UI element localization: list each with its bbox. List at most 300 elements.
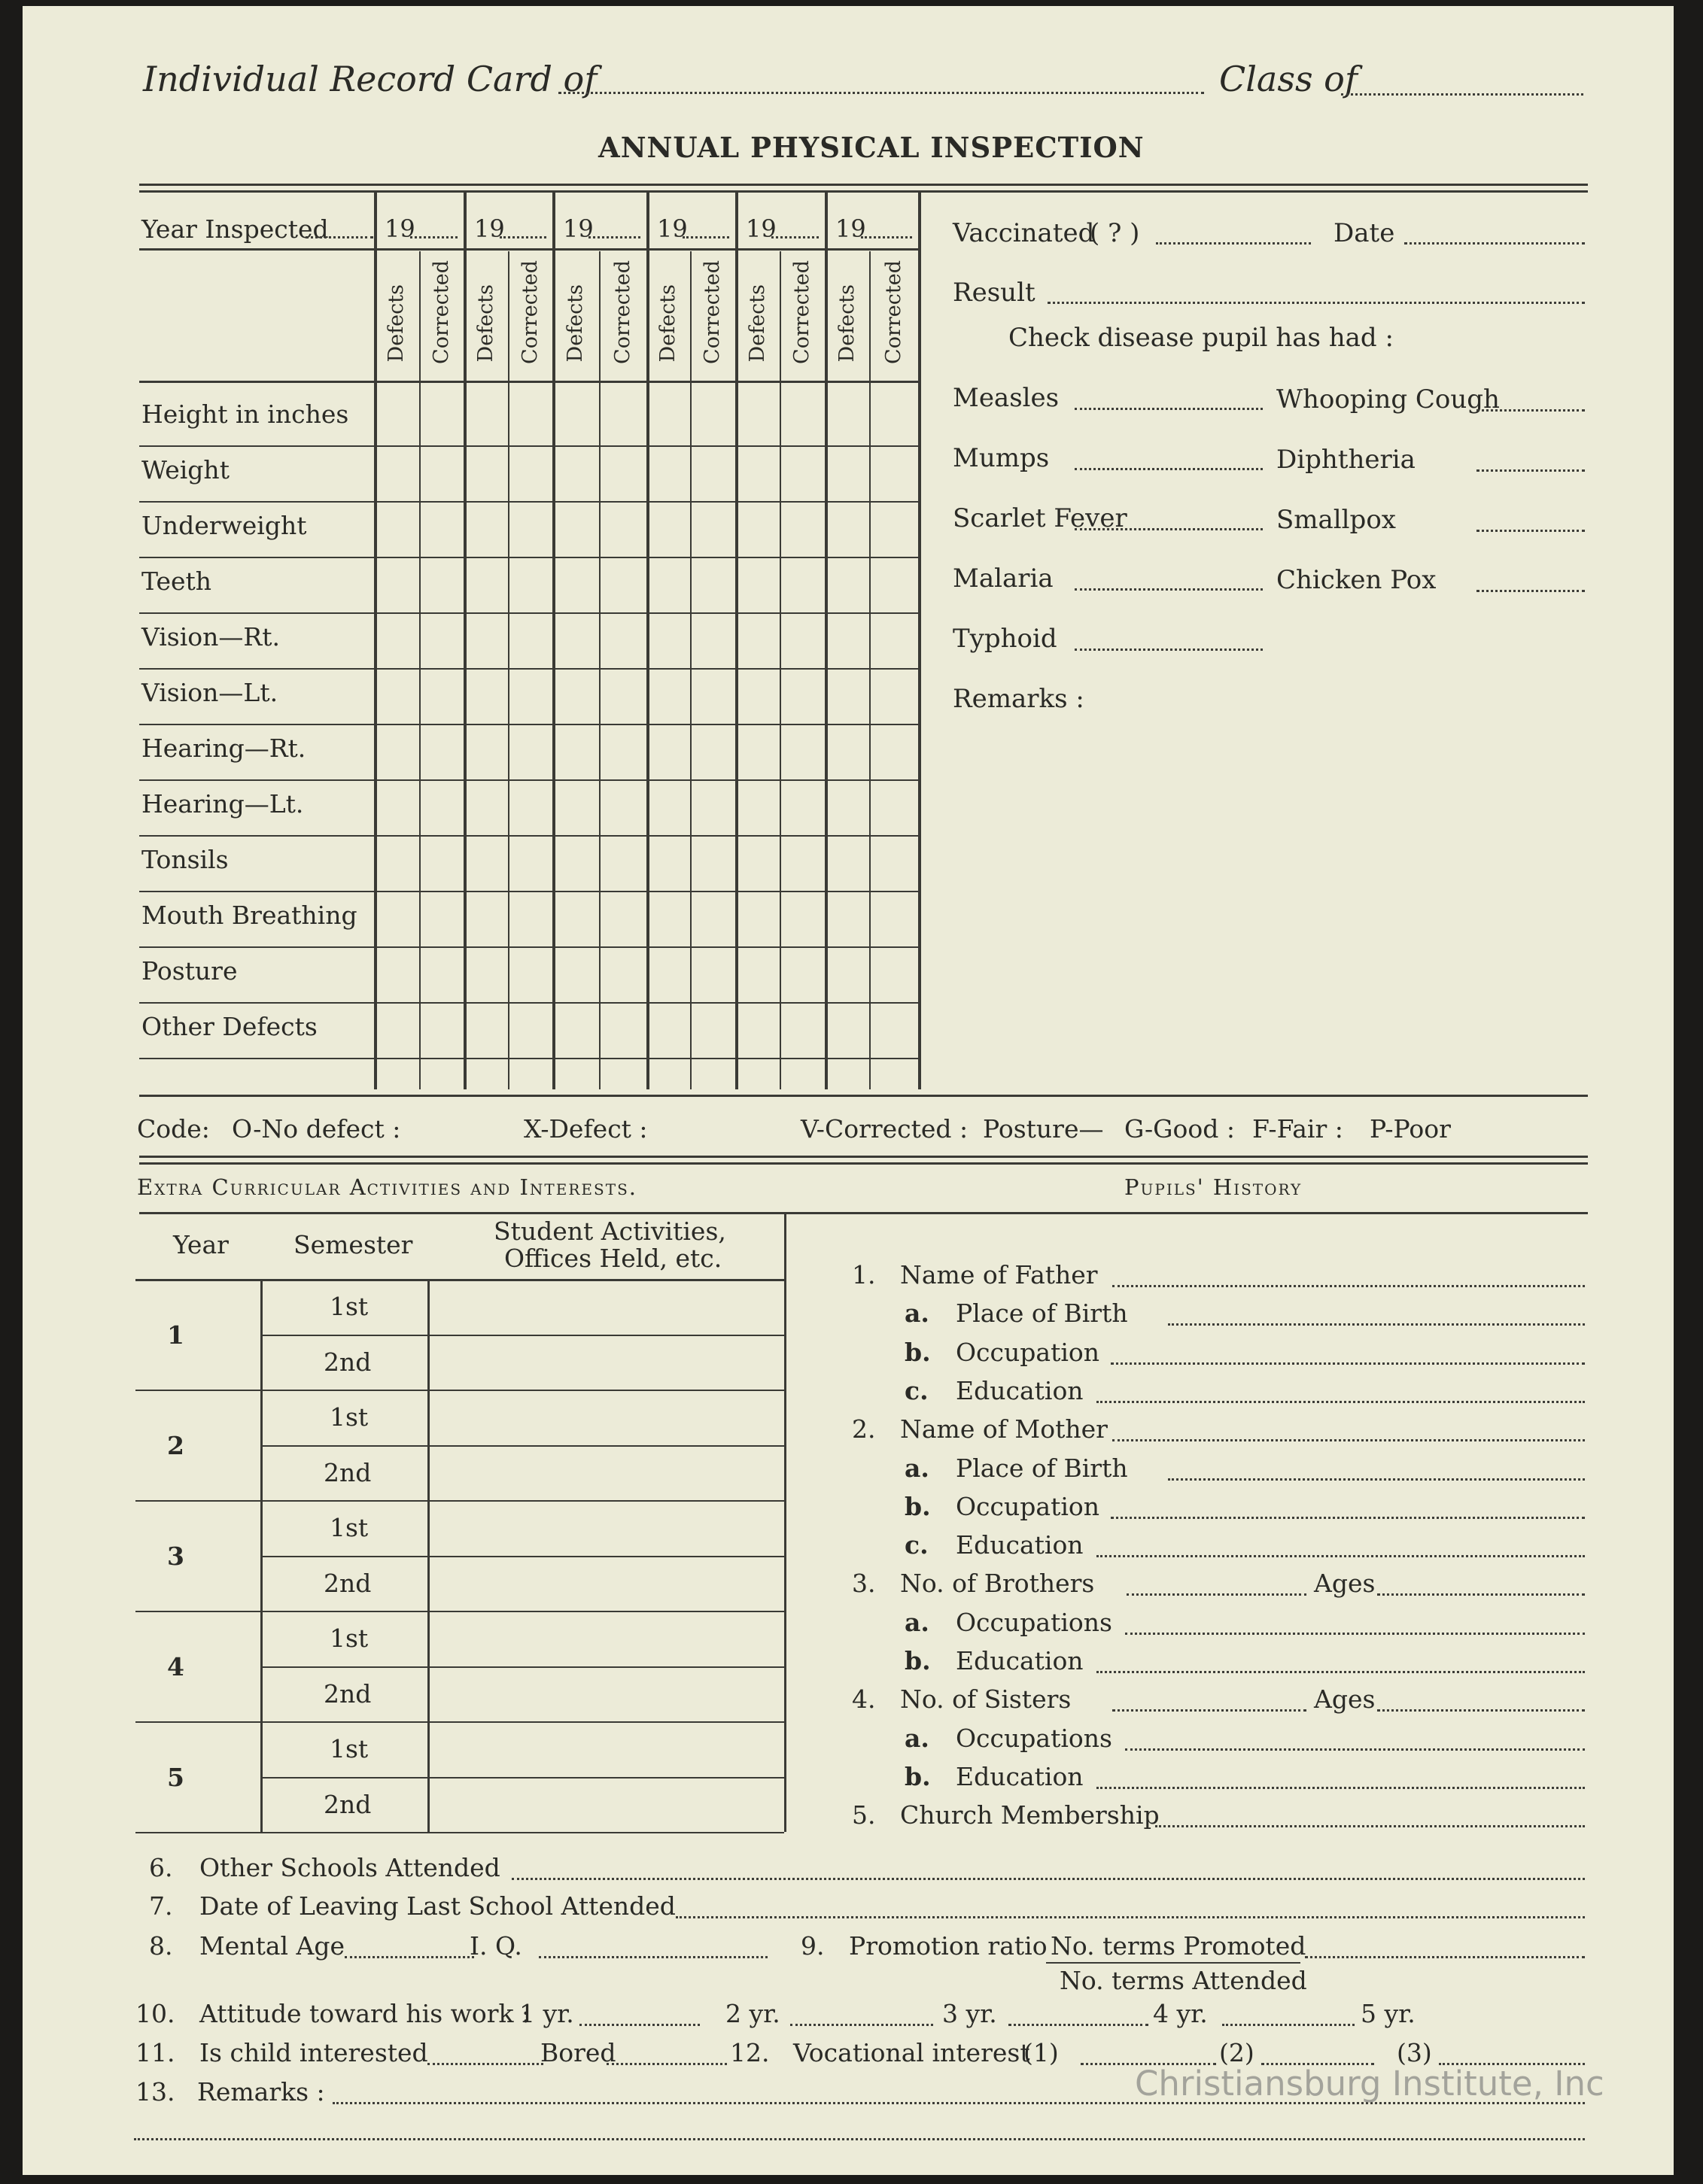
- semester-label: 2nd: [324, 1457, 372, 1487]
- inspection-cell[interactable]: [377, 951, 416, 999]
- corrected-column-header: Corrected: [701, 260, 724, 364]
- inspection-cell[interactable]: [738, 1007, 777, 1055]
- inspection-cell[interactable]: [467, 895, 505, 943]
- disease-label: Measles: [953, 383, 1060, 413]
- inspection-cell[interactable]: [649, 450, 687, 498]
- date-line[interactable]: [1404, 242, 1585, 245]
- inspection-cell[interactable]: [783, 617, 822, 665]
- inspection-cell[interactable]: [783, 561, 822, 609]
- top-rule: [139, 184, 1588, 186]
- inspection-cell[interactable]: [872, 506, 915, 554]
- disease-label: Diphtheria: [1276, 445, 1416, 475]
- year-inspected-label: Year Inspected: [141, 214, 329, 244]
- semester-label: 2nd: [324, 1789, 372, 1819]
- grid-column-line: [419, 251, 421, 1089]
- semester-label: 1st: [330, 1734, 369, 1763]
- inspection-cell[interactable]: [738, 840, 777, 888]
- inspection-cell[interactable]: [422, 784, 461, 832]
- inspection-cell[interactable]: [511, 784, 549, 832]
- inspection-row-label: Hearing—Rt.: [141, 734, 306, 763]
- inspection-cell[interactable]: [555, 895, 596, 943]
- inspection-cell[interactable]: [828, 1007, 866, 1055]
- inspection-cell[interactable]: [422, 617, 461, 665]
- inspection-cell[interactable]: [783, 784, 822, 832]
- inspection-row-label: Other Defects: [141, 1012, 318, 1041]
- inspection-cell[interactable]: [602, 784, 643, 832]
- activity-entry-cell[interactable]: [432, 1282, 780, 1332]
- terms-attended-label: No. terms Attended: [1060, 1966, 1307, 1995]
- final-remarks-label: Remarks :: [197, 2077, 325, 2107]
- corrected-column-header: Corrected: [610, 260, 634, 364]
- activity-entry-cell[interactable]: [432, 1780, 780, 1830]
- inspection-cell[interactable]: [649, 561, 687, 609]
- top-rule-2: [139, 190, 1588, 193]
- inspection-cell[interactable]: [872, 784, 915, 832]
- inspection-cell[interactable]: [467, 840, 505, 888]
- history-item-number: 5.: [852, 1800, 876, 1830]
- year-prefix: 19: [563, 214, 594, 243]
- inspection-cell[interactable]: [693, 840, 732, 888]
- mental-age-line[interactable]: [345, 1956, 474, 1958]
- attitude-yr3-label: 3 yr.: [942, 1999, 997, 2028]
- inspection-cell[interactable]: [555, 450, 596, 498]
- inspection-cell[interactable]: [693, 784, 732, 832]
- defects-column-header: Defects: [385, 284, 408, 363]
- disease-label: Smallpox: [1276, 505, 1396, 535]
- inspection-cell[interactable]: [555, 951, 596, 999]
- inspection-cell[interactable]: [783, 673, 822, 721]
- inspection-cell[interactable]: [872, 840, 915, 888]
- history-item-number: b.: [905, 1646, 931, 1675]
- attitude-yr3-line[interactable]: [1008, 2024, 1148, 2026]
- history-item-number: b.: [905, 1762, 931, 1791]
- history-item-label: Education: [956, 1646, 1084, 1675]
- semester-label: 1st: [330, 1513, 369, 1542]
- inspection-cell[interactable]: [602, 840, 643, 888]
- inspection-cell[interactable]: [422, 728, 461, 776]
- activity-entry-cell[interactable]: [432, 1559, 780, 1608]
- inspection-cell[interactable]: [649, 1007, 687, 1055]
- inspection-cell[interactable]: [377, 450, 416, 498]
- inspection-cell[interactable]: [828, 895, 866, 943]
- other-schools-label: Other Schools Attended: [199, 1853, 500, 1882]
- other-schools-line[interactable]: [512, 1878, 1585, 1880]
- activities-column-header: Student Activities,: [494, 1217, 726, 1246]
- inspection-cell[interactable]: [738, 728, 777, 776]
- history-item-label: No. of Sisters: [900, 1684, 1072, 1714]
- inspection-cell[interactable]: [693, 1007, 732, 1055]
- inspection-cell[interactable]: [649, 506, 687, 554]
- year-input-line[interactable]: [500, 236, 546, 238]
- inspection-cell[interactable]: [872, 1007, 915, 1055]
- ages-input-line[interactable]: [1377, 1593, 1585, 1596]
- inspection-cell[interactable]: [377, 617, 416, 665]
- inspection-cell[interactable]: [602, 673, 643, 721]
- inspection-cell[interactable]: [555, 394, 596, 442]
- inspection-cell[interactable]: [828, 561, 866, 609]
- history-item-label: Place of Birth: [956, 1453, 1128, 1483]
- inspection-cell[interactable]: [467, 728, 505, 776]
- ages-input-line[interactable]: [1377, 1709, 1585, 1712]
- inspection-cell[interactable]: [511, 506, 549, 554]
- inspection-row-rule: [139, 891, 918, 892]
- activity-entry-cell[interactable]: [432, 1448, 780, 1498]
- record-card-page: [23, 6, 1674, 2175]
- iq-label: I. Q.: [470, 1931, 522, 1961]
- history-input-line[interactable]: [1111, 1362, 1585, 1365]
- inspection-cell[interactable]: [649, 840, 687, 888]
- inspection-cell[interactable]: [693, 450, 732, 498]
- attitude-yr2-label: 2 yr.: [725, 1999, 780, 2028]
- inspection-cell[interactable]: [602, 617, 643, 665]
- inspection-cell[interactable]: [602, 1007, 643, 1055]
- semester-label: 1st: [330, 1624, 369, 1653]
- inspection-cell[interactable]: [602, 895, 643, 943]
- inspection-cell[interactable]: [783, 1007, 822, 1055]
- inspection-cell[interactable]: [828, 506, 866, 554]
- inspection-cell[interactable]: [783, 450, 822, 498]
- item-7-number: 7.: [149, 1891, 173, 1921]
- ages-label: Ages: [1314, 1684, 1376, 1714]
- inspection-row-rule: [139, 779, 918, 781]
- iq-line[interactable]: [539, 1956, 768, 1958]
- inspection-cell[interactable]: [602, 450, 643, 498]
- interested-line[interactable]: [427, 2063, 543, 2065]
- code-label: Code:: [137, 1114, 210, 1144]
- inspection-cell[interactable]: [602, 506, 643, 554]
- inspection-row-rule: [139, 1058, 918, 1059]
- inspection-cell[interactable]: [693, 506, 732, 554]
- inspection-cell[interactable]: [693, 673, 732, 721]
- inspection-cell[interactable]: [649, 784, 687, 832]
- inspection-cell[interactable]: [828, 394, 866, 442]
- inspection-cell[interactable]: [422, 951, 461, 999]
- code-no-defect: O-No defect :: [232, 1114, 401, 1144]
- corrected-column-header: Corrected: [790, 260, 813, 364]
- activity-entry-cell[interactable]: [432, 1393, 780, 1442]
- activity-entry-cell[interactable]: [432, 1338, 780, 1387]
- inspection-cell[interactable]: [783, 840, 822, 888]
- date-leaving-line[interactable]: [676, 1916, 1585, 1918]
- inspection-cell[interactable]: [602, 728, 643, 776]
- inspection-cell[interactable]: [828, 784, 866, 832]
- activities-row-rule: [135, 1832, 784, 1833]
- inspection-cell[interactable]: [422, 673, 461, 721]
- history-input-line[interactable]: [1168, 1478, 1585, 1481]
- inspection-cell[interactable]: [649, 951, 687, 999]
- inspection-cell[interactable]: [783, 728, 822, 776]
- final-remarks-line-2[interactable]: [134, 2138, 1585, 2140]
- header-bottom-rule: [139, 381, 918, 383]
- inspection-cell[interactable]: [693, 728, 732, 776]
- inspection-cell[interactable]: [738, 506, 777, 554]
- promotion-ratio-label: Promotion ratio: [849, 1931, 1048, 1961]
- inspection-row-label: Weight: [141, 455, 230, 484]
- activity-entry-cell[interactable]: [432, 1614, 780, 1663]
- year-number: 3: [167, 1541, 184, 1571]
- inspection-cell[interactable]: [511, 450, 549, 498]
- inspection-cell[interactable]: [555, 673, 596, 721]
- inspection-cell[interactable]: [377, 394, 416, 442]
- inspection-cell[interactable]: [422, 394, 461, 442]
- inspection-cell[interactable]: [422, 561, 461, 609]
- inspection-cell[interactable]: [467, 450, 505, 498]
- inspection-row-rule: [139, 557, 918, 558]
- inspection-cell[interactable]: [828, 728, 866, 776]
- inspection-row-label: Vision—Lt.: [141, 678, 278, 707]
- history-input-line[interactable]: [1125, 1748, 1585, 1751]
- inspection-cell[interactable]: [828, 951, 866, 999]
- inspection-cell[interactable]: [649, 617, 687, 665]
- inspection-cell[interactable]: [872, 895, 915, 943]
- activities-column-header-line2: Offices Held, etc.: [504, 1244, 722, 1273]
- inspection-row-label: Mouth Breathing: [141, 901, 357, 930]
- date-leaving-label: Date of Leaving Last School Attended: [199, 1891, 676, 1921]
- inspection-cell[interactable]: [693, 617, 732, 665]
- corrected-column-header: Corrected: [881, 260, 905, 364]
- inspection-cell[interactable]: [872, 728, 915, 776]
- year-column-header: Year: [173, 1230, 229, 1259]
- class-line[interactable]: [1341, 93, 1583, 96]
- inspection-cell[interactable]: [555, 728, 596, 776]
- inspection-cell[interactable]: [738, 450, 777, 498]
- inspection-row-label: Posture: [141, 956, 238, 986]
- inspection-cell[interactable]: [649, 728, 687, 776]
- year-number: 4: [167, 1651, 184, 1681]
- inspection-row-label: Height in inches: [141, 399, 349, 429]
- terms-promoted-label: No. terms Promoted: [1051, 1931, 1306, 1961]
- year-row-rule: [139, 248, 918, 251]
- item-13-number: 13.: [135, 2077, 175, 2107]
- history-item-label: Name of Father: [900, 1260, 1098, 1289]
- vaccinated-label: Vaccinated: [953, 218, 1095, 248]
- inspection-cell[interactable]: [872, 951, 915, 999]
- attitude-yr1-label: 1 yr.: [519, 1999, 574, 2028]
- history-input-line[interactable]: [1096, 1401, 1585, 1403]
- inspection-cell[interactable]: [377, 506, 416, 554]
- history-item-number: a.: [905, 1453, 929, 1483]
- history-input-line[interactable]: [1125, 1633, 1585, 1635]
- inspection-cell[interactable]: [783, 506, 822, 554]
- inspection-cell[interactable]: [511, 673, 549, 721]
- activities-row-rule: [260, 1777, 784, 1778]
- code-fair: F-Fair :: [1252, 1114, 1343, 1144]
- inspection-cell[interactable]: [649, 673, 687, 721]
- semester-label: 1st: [330, 1402, 369, 1432]
- inspection-cell[interactable]: [783, 895, 822, 943]
- inspection-cell[interactable]: [555, 1007, 596, 1055]
- history-input-line[interactable]: [1168, 1323, 1585, 1326]
- inspection-cell[interactable]: [555, 561, 596, 609]
- inspection-cell[interactable]: [602, 951, 643, 999]
- disease-check-line[interactable]: [1476, 469, 1585, 472]
- inspection-cell[interactable]: [377, 784, 416, 832]
- inspection-cell[interactable]: [467, 1007, 505, 1055]
- inspection-cell[interactable]: [467, 673, 505, 721]
- inspection-cell[interactable]: [511, 728, 549, 776]
- year-prefix: 19: [746, 214, 777, 243]
- year-input-line[interactable]: [683, 236, 729, 238]
- inspection-cell[interactable]: [872, 561, 915, 609]
- inspection-cell[interactable]: [377, 561, 416, 609]
- activities-row-rule: [135, 1390, 784, 1391]
- vaccinated-question: ( ? ): [1090, 218, 1140, 248]
- disease-check-line[interactable]: [1075, 468, 1263, 470]
- history-input-line[interactable]: [1096, 1671, 1585, 1673]
- year-prefix: 19: [657, 214, 688, 243]
- year-input-line[interactable]: [861, 236, 912, 238]
- inspection-cell[interactable]: [738, 951, 777, 999]
- year-input-line[interactable]: [771, 236, 819, 238]
- year-input-line[interactable]: [588, 236, 640, 238]
- year-inspected-dots: [306, 236, 373, 238]
- inspection-row-rule: [139, 668, 918, 670]
- bored-line[interactable]: [607, 2063, 727, 2065]
- inspection-cell[interactable]: [377, 1007, 416, 1055]
- history-input-line[interactable]: [1112, 1439, 1585, 1441]
- inspection-cell[interactable]: [783, 394, 822, 442]
- inspection-cell[interactable]: [511, 895, 549, 943]
- inspection-cell[interactable]: [422, 1007, 461, 1055]
- inspection-cell[interactable]: [467, 951, 505, 999]
- inspection-cell[interactable]: [872, 673, 915, 721]
- year-prefix: 19: [385, 214, 415, 243]
- inspection-cell[interactable]: [738, 561, 777, 609]
- activity-entry-cell[interactable]: [432, 1724, 780, 1774]
- inspection-cell[interactable]: [738, 895, 777, 943]
- disease-check-line[interactable]: [1476, 409, 1585, 412]
- year-input-line[interactable]: [410, 236, 458, 238]
- inspection-cell[interactable]: [555, 840, 596, 888]
- inspection-cell[interactable]: [693, 895, 732, 943]
- inspection-row-label: Hearing—Lt.: [141, 789, 304, 819]
- disease-check-line[interactable]: [1476, 530, 1585, 532]
- inspection-row-rule: [139, 724, 918, 725]
- history-item-label: Occupation: [956, 1492, 1100, 1521]
- student-name-line[interactable]: [558, 92, 1204, 94]
- inspection-cell[interactable]: [555, 784, 596, 832]
- inspection-cell[interactable]: [467, 561, 505, 609]
- inspection-cell[interactable]: [828, 673, 866, 721]
- inspection-cell[interactable]: [783, 951, 822, 999]
- history-input-line[interactable]: [1155, 1825, 1585, 1827]
- inspection-cell[interactable]: [467, 617, 505, 665]
- inspection-cell[interactable]: [872, 450, 915, 498]
- inspection-row-rule: [139, 612, 918, 614]
- inspection-cell[interactable]: [511, 951, 549, 999]
- inspection-cell[interactable]: [511, 561, 549, 609]
- history-input-line[interactable]: [1112, 1709, 1306, 1712]
- year-prefix: 19: [474, 214, 505, 243]
- history-item-label: Education: [956, 1376, 1084, 1405]
- grid-column-line: [918, 191, 921, 1089]
- date-label: Date: [1334, 218, 1395, 248]
- inspection-cell[interactable]: [467, 394, 505, 442]
- history-input-line[interactable]: [1096, 1555, 1585, 1557]
- code-posture: Posture—: [983, 1114, 1104, 1144]
- activities-row-rule: [260, 1556, 784, 1557]
- inspection-cell[interactable]: [377, 673, 416, 721]
- inspection-row-rule: [139, 501, 918, 503]
- attitude-yr2-line[interactable]: [790, 2024, 933, 2026]
- inspection-cell[interactable]: [738, 673, 777, 721]
- attitude-yr4-line[interactable]: [1222, 2024, 1355, 2026]
- inspection-cell[interactable]: [649, 394, 687, 442]
- inspection-cell[interactable]: [422, 450, 461, 498]
- inspection-cell[interactable]: [555, 506, 596, 554]
- inspection-cell[interactable]: [422, 895, 461, 943]
- code-corrected: V-Corrected :: [801, 1114, 969, 1144]
- history-input-line[interactable]: [1111, 1517, 1585, 1519]
- inspection-cell[interactable]: [738, 394, 777, 442]
- inspection-cell[interactable]: [377, 895, 416, 943]
- inspection-cell[interactable]: [467, 506, 505, 554]
- inspection-cell[interactable]: [377, 840, 416, 888]
- inspection-cell[interactable]: [511, 1007, 549, 1055]
- inspection-cell[interactable]: [872, 617, 915, 665]
- inspection-cell[interactable]: [828, 840, 866, 888]
- corrected-column-header: Corrected: [518, 260, 542, 364]
- history-input-line[interactable]: [1127, 1593, 1306, 1596]
- inspection-cell[interactable]: [602, 561, 643, 609]
- disease-check-line[interactable]: [1075, 408, 1263, 410]
- disease-check-line[interactable]: [1075, 588, 1263, 591]
- vaccinated-line[interactable]: [1156, 242, 1311, 245]
- activity-entry-cell[interactable]: [432, 1669, 780, 1719]
- inspection-cell[interactable]: [693, 394, 732, 442]
- inspection-cell[interactable]: [602, 394, 643, 442]
- inspection-row-label: Vision—Rt.: [141, 622, 281, 652]
- history-item-number: 2.: [852, 1414, 876, 1444]
- inspection-cell[interactable]: [693, 561, 732, 609]
- class-label: Class of: [1219, 59, 1358, 99]
- grid-column-line: [780, 251, 781, 1089]
- year-number: 5: [167, 1762, 184, 1792]
- inspection-cell[interactable]: [649, 895, 687, 943]
- promotion-ratio-line[interactable]: [1305, 1956, 1585, 1958]
- disease-label: Malaria: [953, 563, 1054, 594]
- semester-label: 2nd: [324, 1347, 372, 1377]
- defects-column-header: Defects: [656, 284, 680, 363]
- inspection-cell[interactable]: [872, 394, 915, 442]
- attitude-yr1-line[interactable]: [579, 2024, 700, 2026]
- inspection-cell[interactable]: [511, 617, 549, 665]
- disease-label: Mumps: [953, 443, 1050, 473]
- activities-row-rule: [135, 1500, 784, 1502]
- history-input-line[interactable]: [1096, 1787, 1585, 1789]
- inspection-cell[interactable]: [511, 394, 549, 442]
- inspection-cell[interactable]: [828, 450, 866, 498]
- code-bottom-rule: [139, 1156, 1588, 1158]
- activity-entry-cell[interactable]: [432, 1503, 780, 1553]
- disease-check-line[interactable]: [1075, 528, 1263, 530]
- result-line[interactable]: [1048, 302, 1585, 304]
- history-item-number: c.: [905, 1530, 929, 1560]
- inspection-cell[interactable]: [377, 728, 416, 776]
- disease-check-line[interactable]: [1075, 649, 1263, 651]
- inspection-cell[interactable]: [555, 617, 596, 665]
- inspection-cell[interactable]: [738, 617, 777, 665]
- inspection-cell[interactable]: [828, 617, 866, 665]
- disease-check-line[interactable]: [1476, 590, 1585, 592]
- inspection-cell[interactable]: [693, 951, 732, 999]
- inspection-cell[interactable]: [422, 506, 461, 554]
- history-input-line[interactable]: [1112, 1285, 1585, 1287]
- inspection-cell[interactable]: [467, 784, 505, 832]
- inspection-cell[interactable]: [511, 840, 549, 888]
- inspection-cell[interactable]: [422, 840, 461, 888]
- inspection-cell[interactable]: [738, 784, 777, 832]
